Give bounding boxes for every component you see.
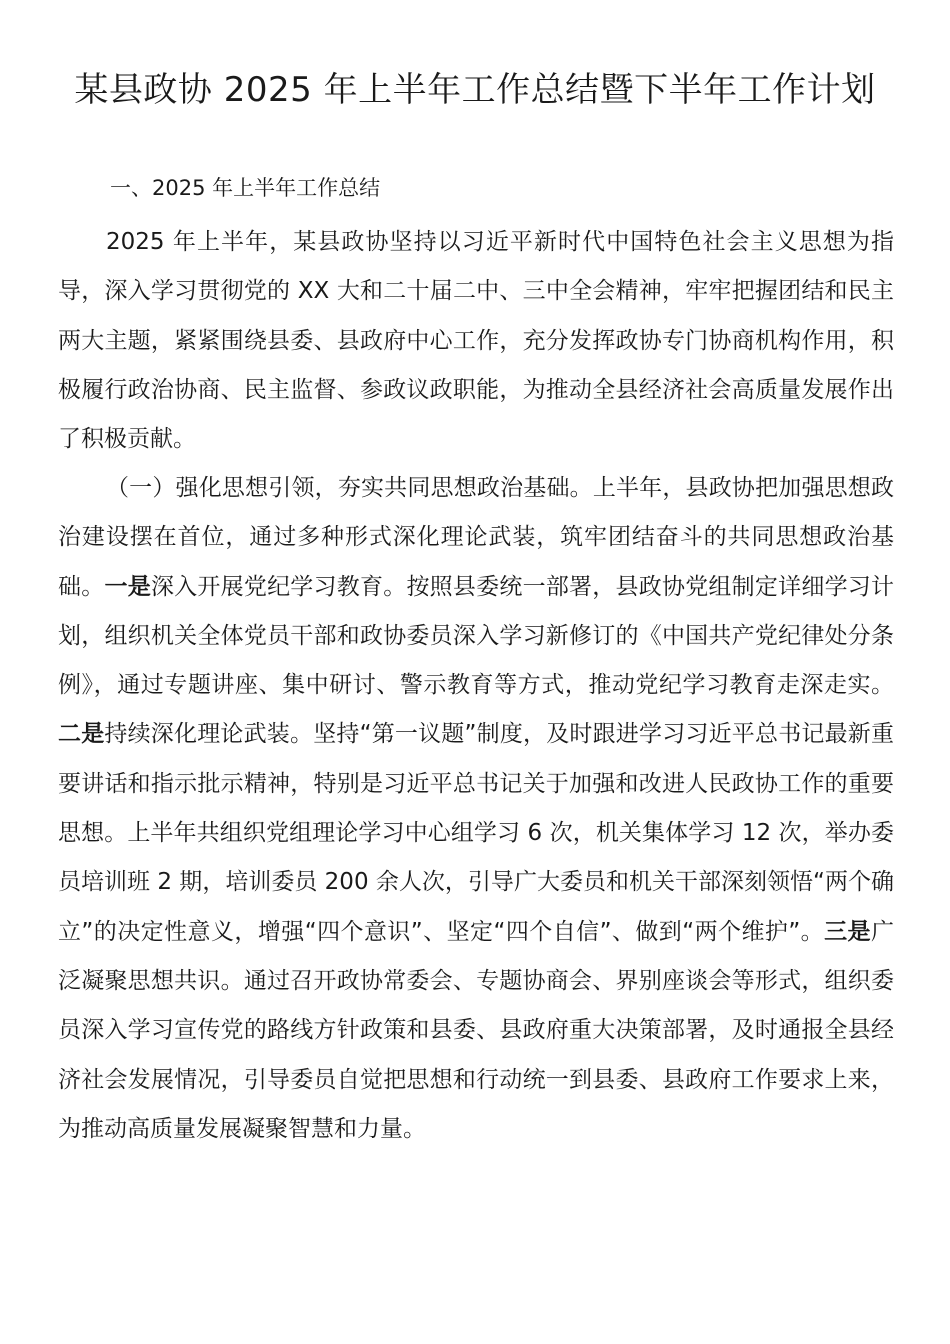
point-1-text: 深入开展党纪学习教育。按照县委统一部署，县政协党组制定详细学习计划，组织机关全体党员干部和政协委员深入学习新修订的《中国共产党纪律处分条例》，通过专题讲座、集中研讨、警示教育等方式，推动党纪学习教育走深走实。 <box>58 573 895 699</box>
point-3-text: 广泛凝聚思想共识。通过召开政协常委会、专题协商会、界别座谈会等形式，组织委员深入学习宣传党的路线方针政策和县委、县政府重大决策部署，及时通报全县经济社会发展情况，引导委员自觉把思想和行动统一到县委、县政府工作要求上来，为推动高质量发展凝聚智慧和力量。 <box>58 918 894 1142</box>
point-2-text: 持续深化理论武装。坚持“第一议题”制度，及时跟进学习习近平总书记最新重要讲话和指示批示精神，特别是习近平总书记关于加强和改进人民政协工作的重要思想。上半年共组织党组理论学习中心组学习 6 次，机关集体学习 12 次，举办委员培训班 2 期，培训委员 200 余人次，引导广大委员和机关干部深刻领悟“两个确立”的决定性意义，增强“四个意识”、坚定“四个自信”、做到“两个维护”。 <box>58 721 894 945</box>
document-title: 某县政协 2025 年上半年工作总结暨下半年工作计划 <box>74 70 876 110</box>
paragraph-intro: （一）强化思想引领，夯实共同思想政治基础。上半年，县政协把加强思想政治建设摆在首位，通过多种形式深化理论武装，筑牢团结奋斗的共同思想政治基础。 <box>58 475 894 600</box>
summary-paragraph: 2025 年上半年，某县政协坚持以习近平新时代中国特色社会主义思想为指导，深入学习贯彻党的 XX 大和二十届二中、三中全会精神，牢牢把握团结和民主两大主题，紧紧围绕县委、县政府中心工作，充分发挥政协专门协商机构作用，积极履行政治协商、民主监督、参政议政职能，为推动全县经济社会高质量发展作出了积极贡献。 <box>58 229 894 453</box>
point-2-lead: 二是 <box>58 721 105 748</box>
point-1-lead: 一是 <box>104 573 151 600</box>
thought-guidance-paragraph <box>58 464 894 1154</box>
section-heading: 一、2025 年上半年工作总结 <box>110 176 381 200</box>
point-3-lead: 三是 <box>824 918 871 945</box>
